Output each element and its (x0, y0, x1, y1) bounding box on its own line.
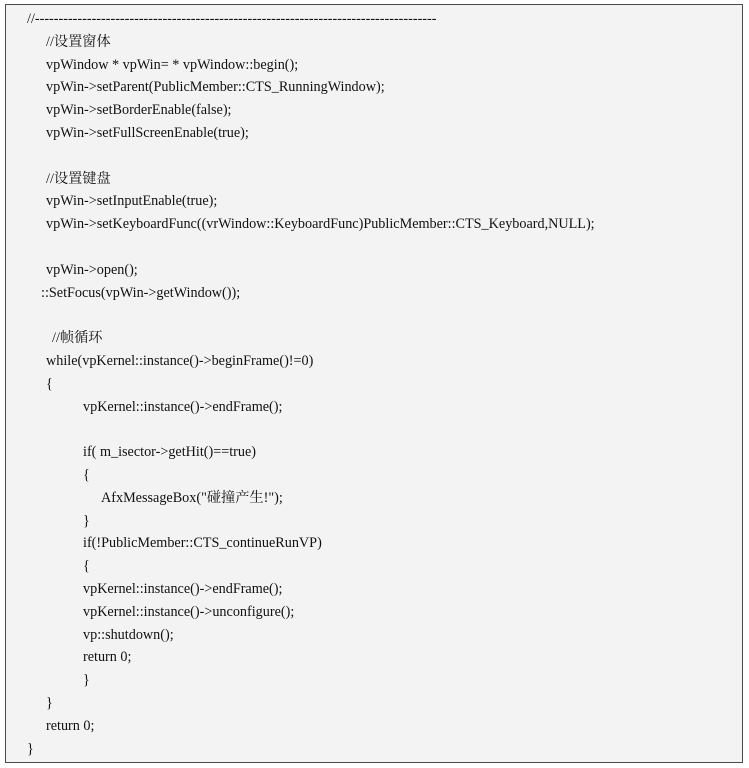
code-line-comment-window: //设置窗体 (46, 34, 111, 50)
code-line: return 0; (46, 718, 95, 734)
code-line-separator: //------------------------------------------------------------------------------------- (27, 11, 437, 27)
code-line: vpKernel::instance()->endFrame(); (83, 399, 283, 415)
code-line-comment-frame-loop: //帧循环 (52, 330, 103, 346)
code-line-close-brace: } (83, 513, 90, 529)
code-line: while(vpKernel::instance()->beginFrame()!=0) (46, 353, 314, 369)
code-line: AfxMessageBox("碰撞产生!"); (101, 490, 283, 506)
code-line-open-brace: { (83, 467, 90, 483)
code-line-comment-keyboard: //设置键盘 (46, 171, 111, 187)
code-line: vpKernel::instance()->endFrame(); (83, 581, 283, 597)
code-line-close-brace: } (46, 695, 53, 711)
code-line: vpWin->setBorderEnable(false); (46, 102, 232, 118)
code-line: vpWin->setParent(PublicMember::CTS_RunningWindow); (46, 79, 385, 95)
code-line: vp::shutdown(); (83, 627, 174, 643)
code-line: ::SetFocus(vpWin->getWindow()); (41, 285, 241, 301)
code-block (5, 4, 743, 763)
code-line: vpWin->setInputEnable(true); (46, 193, 218, 209)
code-line: if(!PublicMember::CTS_continueRunVP) (83, 535, 322, 551)
code-line: vpWin->setFullScreenEnable(true); (46, 125, 249, 141)
code-line: vpWin->setKeyboardFunc((vrWindow::KeyboardFunc)PublicMember::CTS_Keyboard,NULL); (46, 216, 595, 232)
code-line-open-brace: { (83, 558, 90, 574)
code-line-close-brace: } (27, 741, 34, 757)
code-line-close-brace: } (83, 672, 90, 688)
code-line: vpWindow * vpWin= * vpWindow::begin(); (46, 57, 299, 73)
code-line: vpKernel::instance()->unconfigure(); (83, 604, 295, 620)
code-line: vpWin->open(); (46, 262, 138, 278)
code-line-open-brace: { (46, 376, 53, 392)
code-line: return 0; (83, 649, 132, 665)
code-line: if( m_isector->getHit()==true) (83, 444, 257, 460)
